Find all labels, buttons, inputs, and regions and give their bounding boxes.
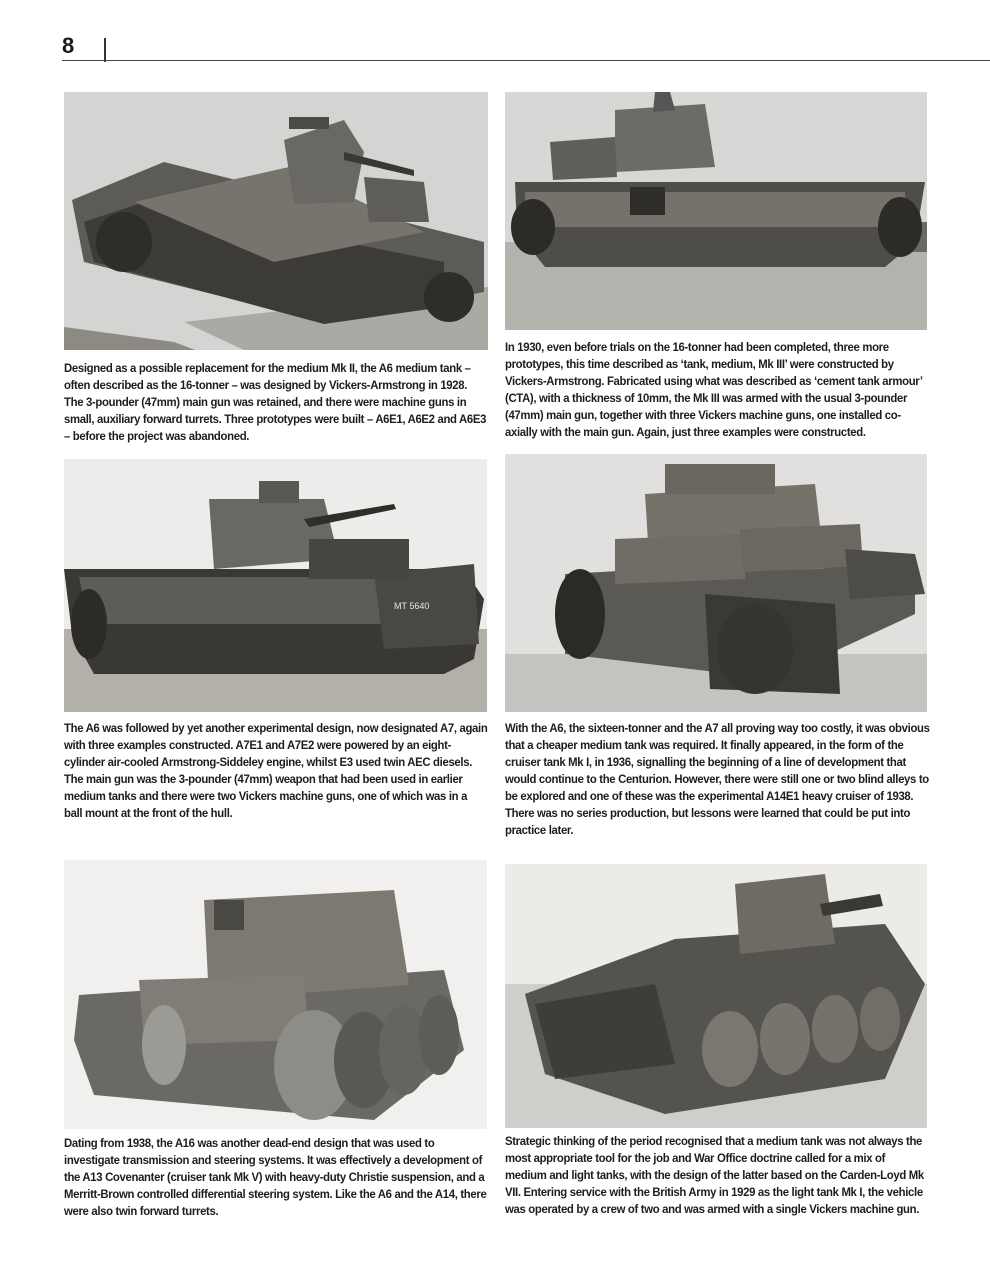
page-number: 8 [62,33,75,58]
photo-a6-tank [64,92,488,350]
photo-mk3-tank [505,92,927,330]
hull-marking: MT 5640 [394,601,430,611]
caption-light-tank-mk1: Strategic thinking of the period recognised that a medium tank was not always the most appropriate tool for the job and War Office doctrine called for a mix of medium and light tanks, with the design of the latter based on the Carden-Loyd Mk VII. Entering service with the British Army in 1929 as the light tank Mk I, the vehicle was operated by a crew of two and was armed with a single Vickers machine gun. [505,1134,924,1216]
photo-a14-tank [505,454,927,712]
photo-a7-tank [64,459,487,712]
caption-a16: Dating from 1938, the A16 was another dead-end design that was used to investigate transmission and steering systems. It was effectively a development of the A13 Covenanter (cruiser tank Mk V) with heavy-duty Christie suspension, and a Merritt-Brown controlled differential steering system. Like the A6 and the A14, there were also twin forward turrets. [64,1136,487,1218]
caption-a6: Designed as a possible replacement for the medium Mk II, the A6 medium tank – often described as the 16-tonner – was designed by Vickers-Armstrong in 1928. The 3-pounder (47mm) main gun was retained, and there were machine guns in small, auxiliary forward turrets. Three prototypes were built – A6E1, A6E2 and A6E3 – before the project was abandoned. [64,361,487,443]
caption-mk3: In 1930, even before trials on the 16-tonner had been completed, three more prototypes, this time described as ‘tank, medium, Mk III’ were constructed by Vickers-Armstrong. Fabricated using what was described as ‘cement tank armour’ (CTA), with a thickness of 10mm, the Mk III was armed with the usual 3-pounder (47mm) main gun, together with three Vickers machine guns, one installed co-axially with the main gun. Again, just three examples were constructed. [505,340,923,439]
caption-a7: The A6 was followed by yet another experimental design, now designated A7, again with three examples constructed. A7E1 and A7E2 were powered by an eight-cylinder air-cooled Armstrong-Siddeley engine, whilst E3 used twin AEC diesels. The main gun was the 3-pounder (47mm) weapon that had been used in earlier medium tanks and there were two Vickers machine guns, one of which was in a ball mount at the front of the hull. [64,721,488,820]
header-divider [104,38,106,62]
caption-a14: With the A6, the sixteen-tonner and the A7 all proving way too costly, it was obvious that a cheaper medium tank was required. It finally appeared, in the form of the cruiser tank Mk I, in 1936, signalling the beginning of a line of development that would continue to the Centurion. However, there were still one or two blind alleys to be explored and one of these was the experimental A14E1 heavy cruiser of 1938. There was no series production, but lessons were learned that could be put into practice later. [505,721,930,837]
photo-light-tank-mk1 [505,864,927,1128]
photo-a16-tank [64,860,487,1129]
header-rule [62,60,990,61]
